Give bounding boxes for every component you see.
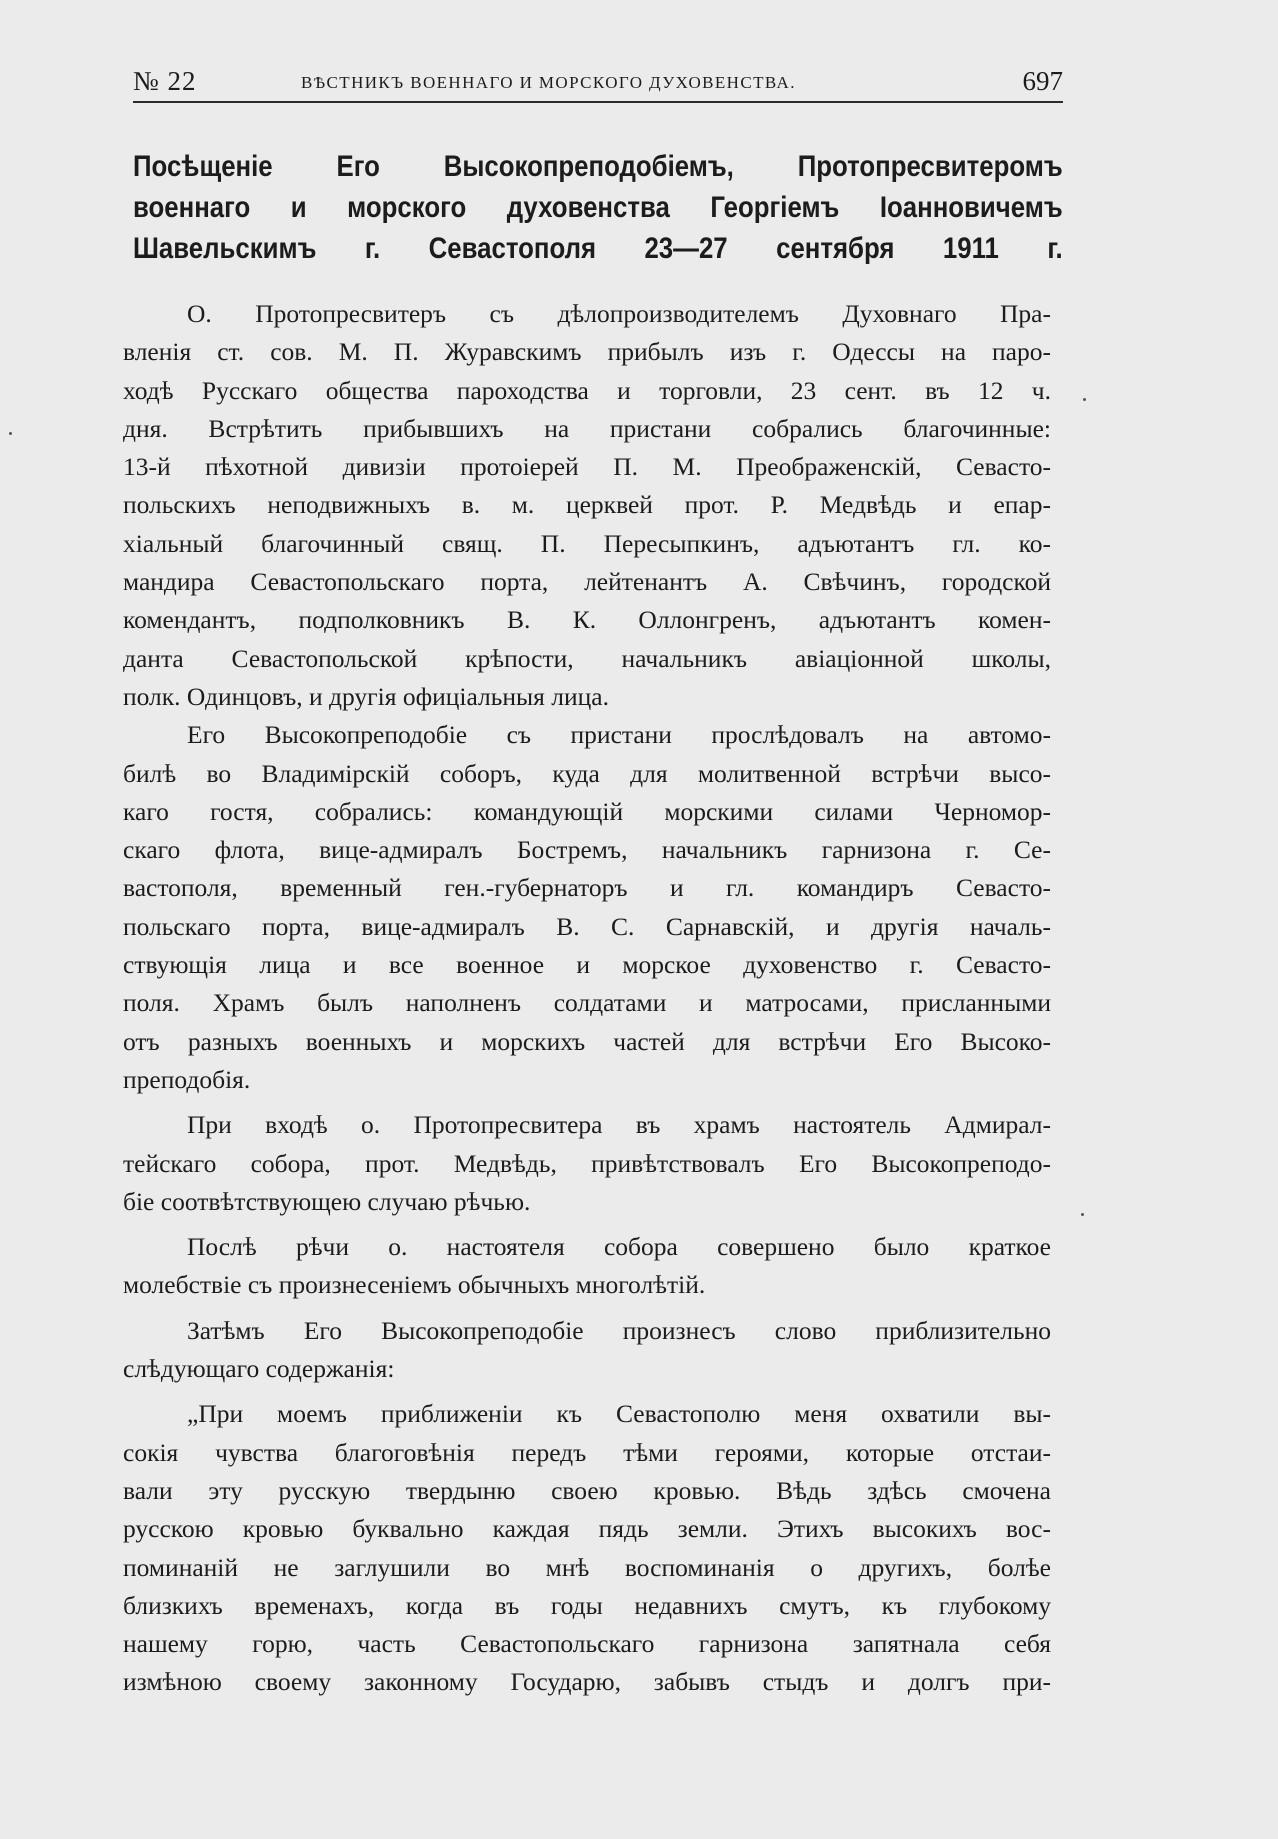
text-line: Послѣ рѣчи о. настоятеля собора совершено было краткое <box>187 1232 1051 1262</box>
text-line: О. Протопресвитеръ съ дѣлопроизводителемъ Духовнаго Пра- <box>187 299 1051 328</box>
text-line: Затѣмъ Его Высокопреподобіе произнесъ слово приблизительно <box>187 1315 1051 1345</box>
title-line: Посѣщеніе Его Высокопреподобіемъ, Протопресвитеромъ <box>133 150 1063 183</box>
article-title <box>133 146 1063 269</box>
header-rule <box>133 101 1063 103</box>
page-number: 697 <box>1022 66 1063 96</box>
paragraph-4 <box>123 1228 1051 1305</box>
paragraph-3 <box>123 1106 1051 1221</box>
title-line: Шавельскимъ г. Севастополя 23—27 сентября 1911 г. <box>133 232 1063 265</box>
running-head <box>133 66 1063 102</box>
text-line: хіальный благочинный свящ. П. Пересыпкинъ, адъютантъ гл. ко- <box>123 528 1051 558</box>
text-line: вленія ст. сов. М. П. Журавскимъ прибылъ изъ г. Одессы на паро- <box>123 337 1051 367</box>
text-line: При входѣ о. Протопресвитера въ храмъ настоятель Адмирал- <box>187 1110 1051 1140</box>
scan-speck <box>1083 398 1086 401</box>
scan-speck <box>1081 1213 1084 1216</box>
text-line: близкихъ временахъ, когда въ годы недавнихъ смутъ, къ глубокому <box>123 1590 1051 1620</box>
text-line: Его Высокопреподобіе съ пристани прослѣдовалъ на автомо- <box>187 720 1051 750</box>
paragraph-6-quote <box>123 1395 1051 1701</box>
text-line: поминаній не заглушили во мнѣ воспоминанія о другихъ, болѣе <box>123 1552 1051 1582</box>
text-line: ходѣ Русскаго общества пароходства и торговли, 23 сент. въ 12 ч. <box>123 375 1051 405</box>
text-line: польскихъ неподвижныхъ в. м. церквей прот. Р. Медвѣдь и епар- <box>123 490 1051 520</box>
text-line: дня. Встрѣтить прибывшихъ на пристани собрались благочинные: <box>123 413 1051 443</box>
text-line: данта Севастопольской крѣпости, начальникъ авіаціонной школы, <box>123 643 1051 673</box>
text-line: поля. Храмъ былъ наполненъ солдатами и матросами, присланными <box>123 988 1051 1018</box>
text-line: сокія чувства благоговѣнія передъ тѣми героями, которые отстаи- <box>123 1437 1051 1467</box>
text-line: скаго флота, вице-адмиралъ Бостремъ, начальникъ гарнизона г. Се- <box>123 835 1051 865</box>
paragraph-5 <box>123 1312 1051 1389</box>
paragraph-1 <box>123 295 1051 716</box>
text-line: измѣною своему законному Государю, забывъ стыдъ и долгъ при- <box>123 1667 1051 1697</box>
paragraph-2 <box>123 716 1051 1099</box>
text-line: вастополя, временный ген.-губернаторъ и гл. командиръ Севасто- <box>123 873 1051 903</box>
text-line: каго гостя, собрались: командующій морскими силами Черномор- <box>123 796 1051 826</box>
text-line: біе соотвѣтствующею случаю рѣчью. <box>123 1186 531 1216</box>
text-line: молебствіе съ произнесеніемъ обычныхъ многолѣтій. <box>123 1270 706 1300</box>
article-body <box>123 295 1051 1702</box>
text-line: „При моемъ приближеніи къ Севастополю меня охватили вы- <box>187 1399 1051 1429</box>
text-line: русскою кровью буквально каждая пядь земли. Этихъ высокихъ вос- <box>123 1514 1051 1544</box>
text-line: полк. Одинцовъ, и другія офиціальныя лица. <box>123 681 609 711</box>
journal-title: ВѢСТНИКЪ ВОЕННАГО И МОРСКОГО ДУХОВЕНСТВА. <box>301 73 796 92</box>
scan-speck <box>9 432 12 435</box>
text-line: комендантъ, подполковникъ В. К. Оллонгренъ, адъютантъ комен- <box>123 605 1051 635</box>
text-line: тейскаго собора, прот. Медвѣдь, привѣтствовалъ Его Высокопреподо- <box>123 1148 1051 1178</box>
text-line: ствующія лица и все военное и морское духовенство г. Севасто- <box>123 950 1051 980</box>
text-line: преподобія. <box>123 1064 251 1094</box>
text-line: вали эту русскую твердыню своею кровью. Вѣдь здѣсь смочена <box>123 1475 1051 1505</box>
text-line: 13-й пѣхотной дивизіи протоіерей П. М. Преображенскій, Севасто- <box>123 452 1051 482</box>
text-line: билѣ во Владимірскій соборъ, куда для молитвенной встрѣчи высо- <box>123 758 1051 788</box>
text-line: слѣдующаго содержанія: <box>123 1354 395 1384</box>
text-line: мандира Севастопольскаго порта, лейтенантъ А. Свѣчинъ, городской <box>123 567 1051 597</box>
issue-number: № 22 <box>133 66 197 96</box>
title-line: военнаго и морского духовенства Георгіемъ Іоанновичемъ <box>133 191 1063 224</box>
text-line: польскаго порта, вице-адмиралъ В. С. Сарнавскій, и другія началь- <box>123 911 1051 941</box>
text-line: нашему горю, часть Севастопольскаго гарнизона запятнала себя <box>123 1629 1051 1659</box>
text-line: отъ разныхъ военныхъ и морскихъ частей для встрѣчи Его Высоко- <box>123 1026 1051 1056</box>
